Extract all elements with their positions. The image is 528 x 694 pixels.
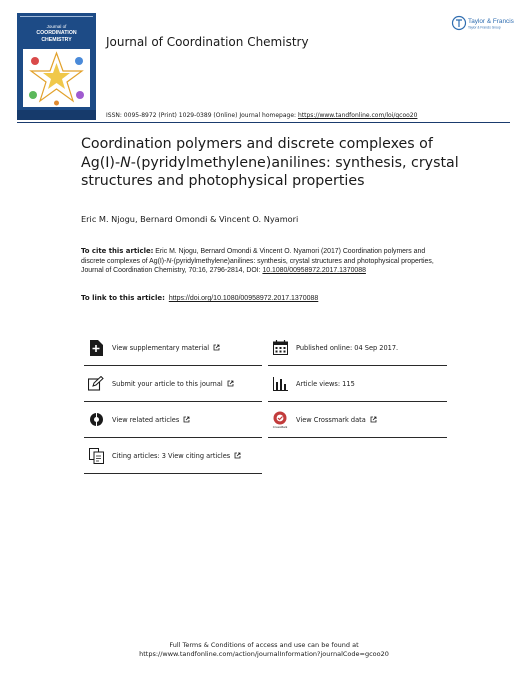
citation-italic: N bbox=[166, 257, 172, 265]
crossmark-label: View Crossmark data bbox=[296, 415, 366, 424]
supplementary-label: View supplementary material bbox=[112, 343, 210, 352]
calendar-icon bbox=[272, 340, 288, 356]
cover-footer bbox=[17, 110, 96, 120]
article-title bbox=[81, 135, 461, 191]
external-link-icon bbox=[183, 416, 190, 423]
taylor-francis-logo[interactable] bbox=[451, 14, 521, 34]
issn-line bbox=[106, 112, 417, 119]
cover-star-graphic bbox=[23, 49, 90, 107]
journal-title: Journal of Coordination Chemistry bbox=[106, 35, 309, 49]
article-views-label: Article views: 115 bbox=[296, 379, 355, 388]
terms-footer bbox=[0, 641, 528, 659]
crossmark-icon bbox=[272, 412, 288, 428]
citing-articles-label: Citing articles: 3 View citing articles bbox=[112, 451, 231, 460]
header-divider bbox=[17, 122, 510, 123]
citation-text-part2: -(pyridylmethylene)anilines: synthesis, crystal structures and photophysical properties, Journal of Coordination Chemistry, 70:16, 2796-2814, DOI: bbox=[81, 257, 434, 275]
citing-articles-icon bbox=[88, 448, 104, 464]
citation-doi-link[interactable]: 10.1080/00958972.2017.1370088 bbox=[262, 267, 366, 275]
view-citing-articles-button[interactable] bbox=[84, 438, 262, 473]
article-authors: Eric M. Njogu, Bernard Omondi & Vincent O. Nyamori bbox=[81, 214, 299, 224]
article-title-part2: -(pyridylmethylene)anilines: synthesis, crystal structures and photophysical properties bbox=[81, 154, 459, 189]
related-articles-label: View related articles bbox=[112, 415, 180, 424]
journal-cover[interactable] bbox=[17, 13, 96, 120]
publisher-name: Taylor & Francis bbox=[468, 18, 514, 25]
footer-terms-link[interactable]: https://www.tandfonline.com/action/journalInformation?journalCode=gcoo20 bbox=[139, 650, 389, 659]
view-crossmark-button[interactable] bbox=[268, 402, 447, 437]
article-views-info bbox=[268, 366, 447, 401]
cover-title-line1: Journal of bbox=[46, 24, 67, 29]
publisher-tagline: Taylor & Francis Group bbox=[468, 25, 501, 30]
submit-article-label: Submit your article to this journal bbox=[112, 379, 223, 388]
footer-line1: Full Terms & Conditions of access and use can be found at bbox=[169, 641, 359, 649]
cover-title-line2: COORDINATION bbox=[36, 30, 77, 36]
view-supplementary-button[interactable] bbox=[84, 330, 262, 365]
view-related-articles-button[interactable] bbox=[84, 402, 262, 437]
external-link-icon bbox=[370, 416, 377, 423]
citation-block bbox=[81, 247, 451, 276]
issn-text: ISSN: 0095-8972 (Print) 1029-0389 (Online) Journal homepage: bbox=[106, 112, 298, 119]
cover-header-rule bbox=[20, 16, 93, 21]
crossmark-icon-label: CrossMark bbox=[272, 424, 288, 429]
cover-artwork bbox=[23, 49, 90, 107]
article-title-italic: N bbox=[120, 154, 131, 171]
citation-text-part1: Eric M. Njogu, Bernard Omondi & Vincent O. Nyamori (2017) Coordination polymers and discrete complexes of Ag(I)- bbox=[81, 248, 426, 265]
published-online-info bbox=[268, 330, 447, 365]
journal-homepage-link[interactable]: https://www.tandfonline.com/loi/gcoo20 bbox=[297, 112, 418, 119]
article-link-line bbox=[81, 294, 318, 302]
supplementary-material-icon bbox=[88, 340, 104, 356]
article-doi-link[interactable]: https://doi.org/10.1080/00958972.2017.1370088 bbox=[168, 295, 319, 302]
external-link-icon bbox=[227, 380, 234, 387]
article-link-label: To link to this article: bbox=[81, 294, 165, 302]
article-title-part1: Coordination polymers and discrete complexes of Ag(I)- bbox=[81, 136, 433, 171]
grid-divider bbox=[268, 437, 447, 438]
grid-divider bbox=[84, 473, 262, 474]
related-articles-icon bbox=[88, 412, 104, 428]
published-online-label: Published online: 04 Sep 2017. bbox=[296, 343, 399, 352]
external-link-icon bbox=[234, 452, 241, 459]
edit-pencil-icon bbox=[88, 376, 104, 392]
external-link-icon bbox=[213, 344, 220, 351]
cover-title-line3: CHEMISTRY bbox=[41, 37, 72, 43]
submit-article-button[interactable] bbox=[84, 366, 262, 401]
citation-label: To cite this article: bbox=[81, 247, 154, 255]
publisher-logo-icon bbox=[451, 14, 521, 34]
bar-chart-icon bbox=[272, 376, 288, 392]
